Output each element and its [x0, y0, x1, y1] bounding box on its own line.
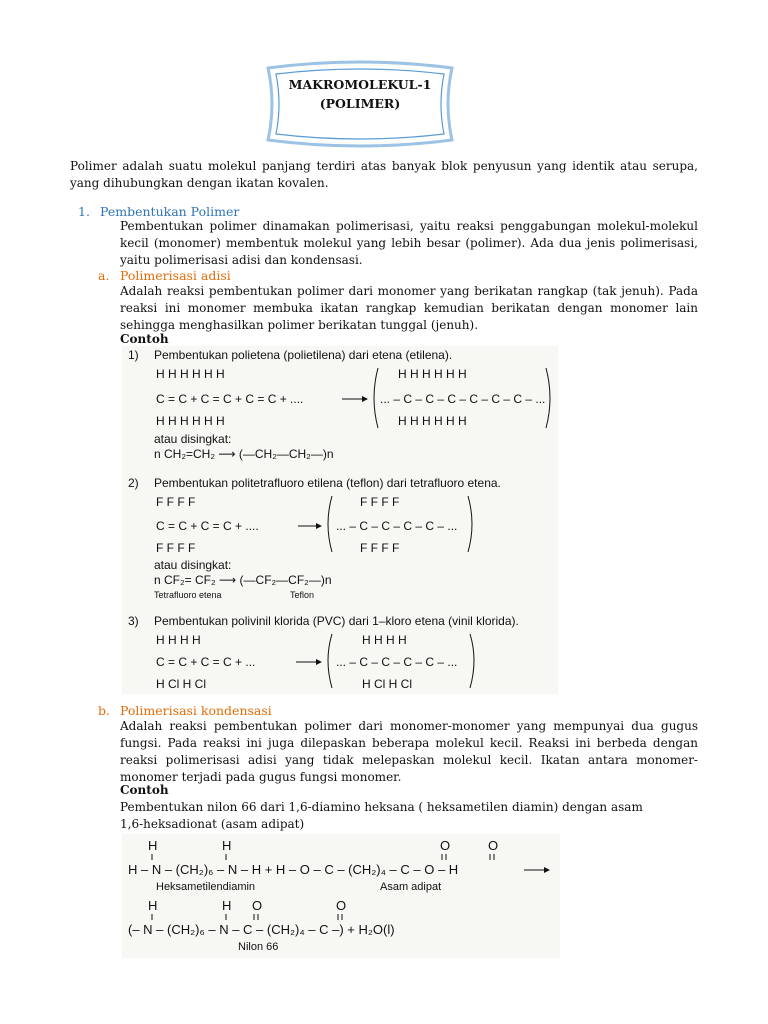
- kondensasi-letter: b.: [98, 703, 110, 718]
- svg-text:... – C – C – C – C – ...: ... – C – C – C – C – ...: [336, 655, 458, 669]
- label-asam-adipat: Asam adipat: [380, 881, 442, 893]
- svg-text:H Cl H Cl: H Cl H Cl: [362, 677, 412, 691]
- section-1-heading: Pembentukan Polimer: [100, 204, 240, 219]
- svg-text:H H H H H H: H H H H H H: [398, 414, 467, 428]
- intro-paragraph: Polimer adalah suatu molekul panjang terdiri atas banyak blok penyusun yang identik atau serupa, yang dihubungkan dengan ikatan kovalen.: [70, 159, 698, 190]
- svg-text:H H H H H H: H H H H H H: [156, 414, 225, 428]
- example-3-caption: Pembentukan polivinil klorida (PVC) dari 1–kloro etena (vinil klorida).: [154, 614, 519, 628]
- svg-text:H H H H H H: H H H H H H: [398, 367, 467, 381]
- svg-text:C = C + C = C + ...: C = C + C = C + ...: [156, 655, 256, 669]
- example-2-short-label: atau disingkat:: [154, 558, 232, 572]
- kondensasi-example-text: Pembentukan nilon 66 dari 1,6-diamino heksana ( heksametilen diamin) dengan asam 1,6-heksadionat (asam adipat): [120, 800, 643, 831]
- example-3-number: 3): [128, 614, 139, 628]
- section-1-number: 1.: [78, 204, 90, 219]
- example-1-short-eq: n CH₂=CH₂ ⟶ (—CH₂—CH₂—)n: [154, 447, 334, 461]
- svg-text:H – N – (CH₂)₆ – N – H + H –: H – N – (CH₂)₆ – N – H + H – O – C – (CH₂)₄ – C – O – H: [128, 862, 459, 877]
- svg-text:H Cl H Cl: H Cl H Cl: [156, 677, 206, 691]
- pvc-equation: [150, 628, 484, 692]
- example-2-number: 2): [128, 476, 139, 490]
- svg-text:H H H H H H: H H H H H H: [156, 367, 225, 381]
- kondensasi-contoh: Contoh: [120, 783, 169, 797]
- svg-text:O: O: [252, 898, 263, 913]
- example-2-sub-right: Teflon: [290, 590, 315, 600]
- adisi-contoh: Contoh: [120, 332, 169, 346]
- svg-text:... – C – C – C – C – ...: ... – C – C – C – C – ...: [336, 519, 458, 533]
- title-line-2: (POLIMER): [319, 96, 401, 111]
- title-line-1: MAKROMOLEKUL-1: [288, 77, 432, 92]
- label-nilon-66: Nilon 66: [238, 941, 279, 953]
- example-1-caption: Pembentukan polietena (polietilena) dari etena (etilena).: [154, 348, 453, 362]
- adisi-text: Adalah reaksi pembentukan polimer dari monomer yang berikatan rangkap (tak jenuh). Pada reaksi ini monomer membuka ikatan rangkap kemudian berikatan dengan monomer lain sehingga menghasilkan polimer berikatan tunggal (jenuh).: [120, 284, 698, 332]
- svg-text:O: O: [488, 838, 499, 853]
- svg-text:F F F F: F F F F: [360, 541, 400, 555]
- svg-text:H: H: [222, 838, 232, 853]
- svg-text:H: H: [148, 838, 158, 853]
- example-2-caption: Pembentukan politetrafluoro etilena (teflon) dari tetrafluoro etena.: [154, 476, 501, 490]
- section-1-text: Pembentukan polimer dinamakan polimerisasi, yaitu reaksi penggabungan molekul-molekul kecil (monomer) membentuk molekul yang lebih besar (polimer). Ada dua jenis polimerisasi, yaitu polimerisasi adisi dan kondensasi.: [120, 219, 698, 267]
- example-1-number: 1): [128, 348, 139, 362]
- svg-text:(– N – (CH₂)₆ – N – C – (CH₂)₄: (– N – (CH₂)₆ – N – C – (CH₂)₄ – C –) + H₂O(l): [128, 922, 395, 937]
- svg-text:H H H H: H H H H: [156, 633, 201, 647]
- svg-text:C = C + C = C + C = C + ....: C = C + C = C + C = C + ....: [156, 392, 304, 406]
- example-2-sub-left: Tetrafluoro etena: [154, 590, 222, 600]
- adisi-letter: a.: [98, 268, 110, 283]
- svg-text:H: H: [222, 898, 232, 913]
- svg-text:F F F F: F F F F: [360, 495, 400, 509]
- adisi-heading: Polimerisasi adisi: [120, 268, 231, 283]
- nylon-66-equation: [126, 836, 556, 956]
- svg-text:F F F F: F F F F: [156, 495, 196, 509]
- teflon-equation: [150, 490, 480, 556]
- title-banner: [262, 58, 458, 150]
- polyethene-equation: [150, 362, 554, 430]
- label-heksametilendiamin: Heksametilendiamin: [156, 881, 256, 893]
- svg-text:H: H: [148, 898, 158, 913]
- svg-text:H H H H: H H H H: [362, 633, 407, 647]
- kondensasi-text: Adalah reaksi pembentukan polimer dari monomer-monomer yang mempunyai dua gugus fungsi. Pada reaksi ini juga dilepaskan beberapa molekul kecil. Reaksi ini berbeda dengan reaksi polimerisasi adisi yang tidak melepaskan molekul kecil. Ikatan antara monomer-monomer terjadi pada gugus fungsi monomer.: [120, 719, 698, 784]
- example-2-short-eq: n CF₂= CF₂ ⟶ (—CF₂—CF₂—)n: [154, 573, 332, 587]
- svg-text:F F F F: F F F F: [156, 541, 196, 555]
- svg-text:C = C + C = C + ....: C = C + C = C + ....: [156, 519, 259, 533]
- svg-text:O: O: [336, 898, 347, 913]
- svg-text:... – C – C – C – C – C – C –: ... – C – C – C – C – C – C – ...: [380, 392, 546, 406]
- kondensasi-heading: Polimerisasi kondensasi: [120, 703, 272, 718]
- example-1-short-label: atau disingkat:: [154, 432, 232, 446]
- svg-text:O: O: [440, 838, 451, 853]
